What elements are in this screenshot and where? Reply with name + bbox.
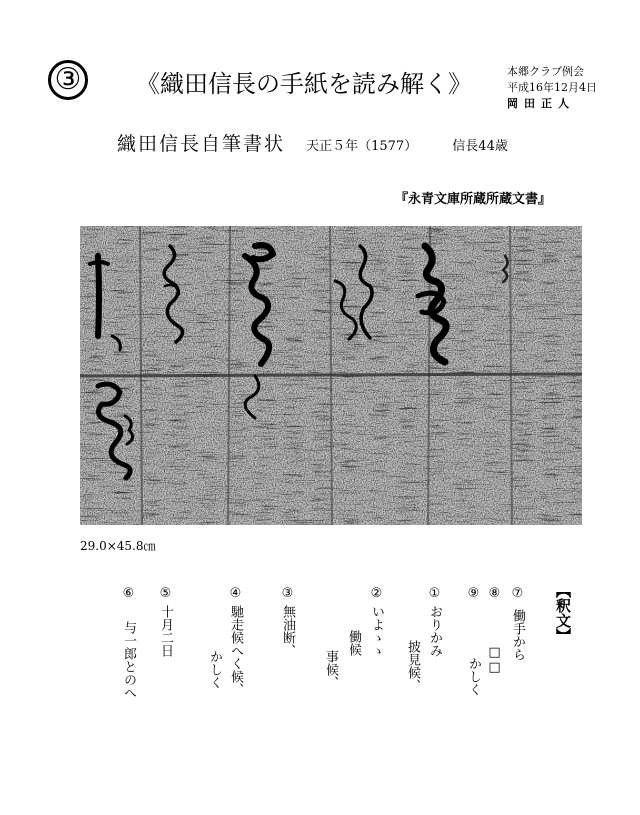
line-text: 馳走候へく候、 bbox=[228, 605, 243, 696]
line-number: ④ bbox=[228, 586, 243, 601]
transcription-line-6 bbox=[121, 586, 135, 699]
line-text: かしく bbox=[207, 650, 222, 689]
subtitle-age: 信長44歳 bbox=[452, 139, 508, 154]
dimensions-caption: 29.0×45.8㎝ bbox=[80, 539, 156, 553]
transcription-line-1b bbox=[405, 640, 419, 692]
line-number: ⑤ bbox=[158, 586, 173, 601]
source-citation: 『永青文庫所蔵所蔵文書』 bbox=[395, 192, 552, 207]
page-title: 《織田信長の手紙を読み解く》 bbox=[136, 70, 472, 98]
transcription-line-9 bbox=[466, 586, 480, 696]
transcription-line-2 bbox=[369, 586, 383, 657]
transcription-line-5 bbox=[158, 586, 172, 657]
line-text: 働手から bbox=[510, 609, 525, 661]
meeting-date: 平成16年12月4日 bbox=[507, 81, 597, 94]
subtitle-date: 天正５年（1577） bbox=[306, 139, 418, 154]
line-text: おりかみ bbox=[427, 605, 442, 657]
transcription-line-8 bbox=[487, 586, 501, 675]
club-info bbox=[507, 64, 597, 112]
line-number: ⑨ bbox=[466, 586, 481, 601]
line-text: 披見候、 bbox=[405, 640, 420, 692]
line-number: ① bbox=[427, 586, 442, 601]
transcription-line-3 bbox=[280, 586, 294, 657]
line-text: 働候 bbox=[346, 630, 361, 656]
transcription-heading: 【釈文】 bbox=[554, 583, 572, 643]
club-name: 本郷クラブ例会 bbox=[507, 65, 584, 78]
line-number: ⑦ bbox=[510, 586, 525, 601]
line-text: 事候、 bbox=[323, 650, 338, 689]
line-number: ③ bbox=[280, 586, 295, 601]
transcription-line-4 bbox=[228, 586, 242, 696]
transcription-line-7 bbox=[510, 586, 524, 661]
line-text: かしく bbox=[466, 657, 481, 696]
transcription-line-1 bbox=[427, 586, 441, 657]
author-name: 岡田正人 bbox=[507, 97, 575, 110]
transcription-line-2b bbox=[346, 630, 360, 656]
line-text: □□ bbox=[487, 645, 502, 675]
line-text: いよゝゝ bbox=[369, 605, 384, 657]
line-number: ② bbox=[369, 586, 384, 601]
line-text: 十月二日 bbox=[158, 605, 173, 657]
letter-photo-svg bbox=[80, 226, 582, 525]
transcription-line-4b bbox=[207, 650, 221, 689]
line-number: ⑥ bbox=[121, 586, 136, 601]
transcription-line-2c bbox=[323, 650, 337, 689]
line-number: ⑧ bbox=[487, 586, 502, 601]
section-number: ③ bbox=[48, 60, 88, 100]
subtitle-main: 織田信長自筆書状 bbox=[117, 133, 286, 155]
line-text: 与一郎とのへ bbox=[121, 621, 136, 699]
line-text: 無油断、 bbox=[280, 605, 295, 657]
subtitle bbox=[117, 129, 508, 156]
handwritten-letter-photo bbox=[80, 226, 582, 525]
